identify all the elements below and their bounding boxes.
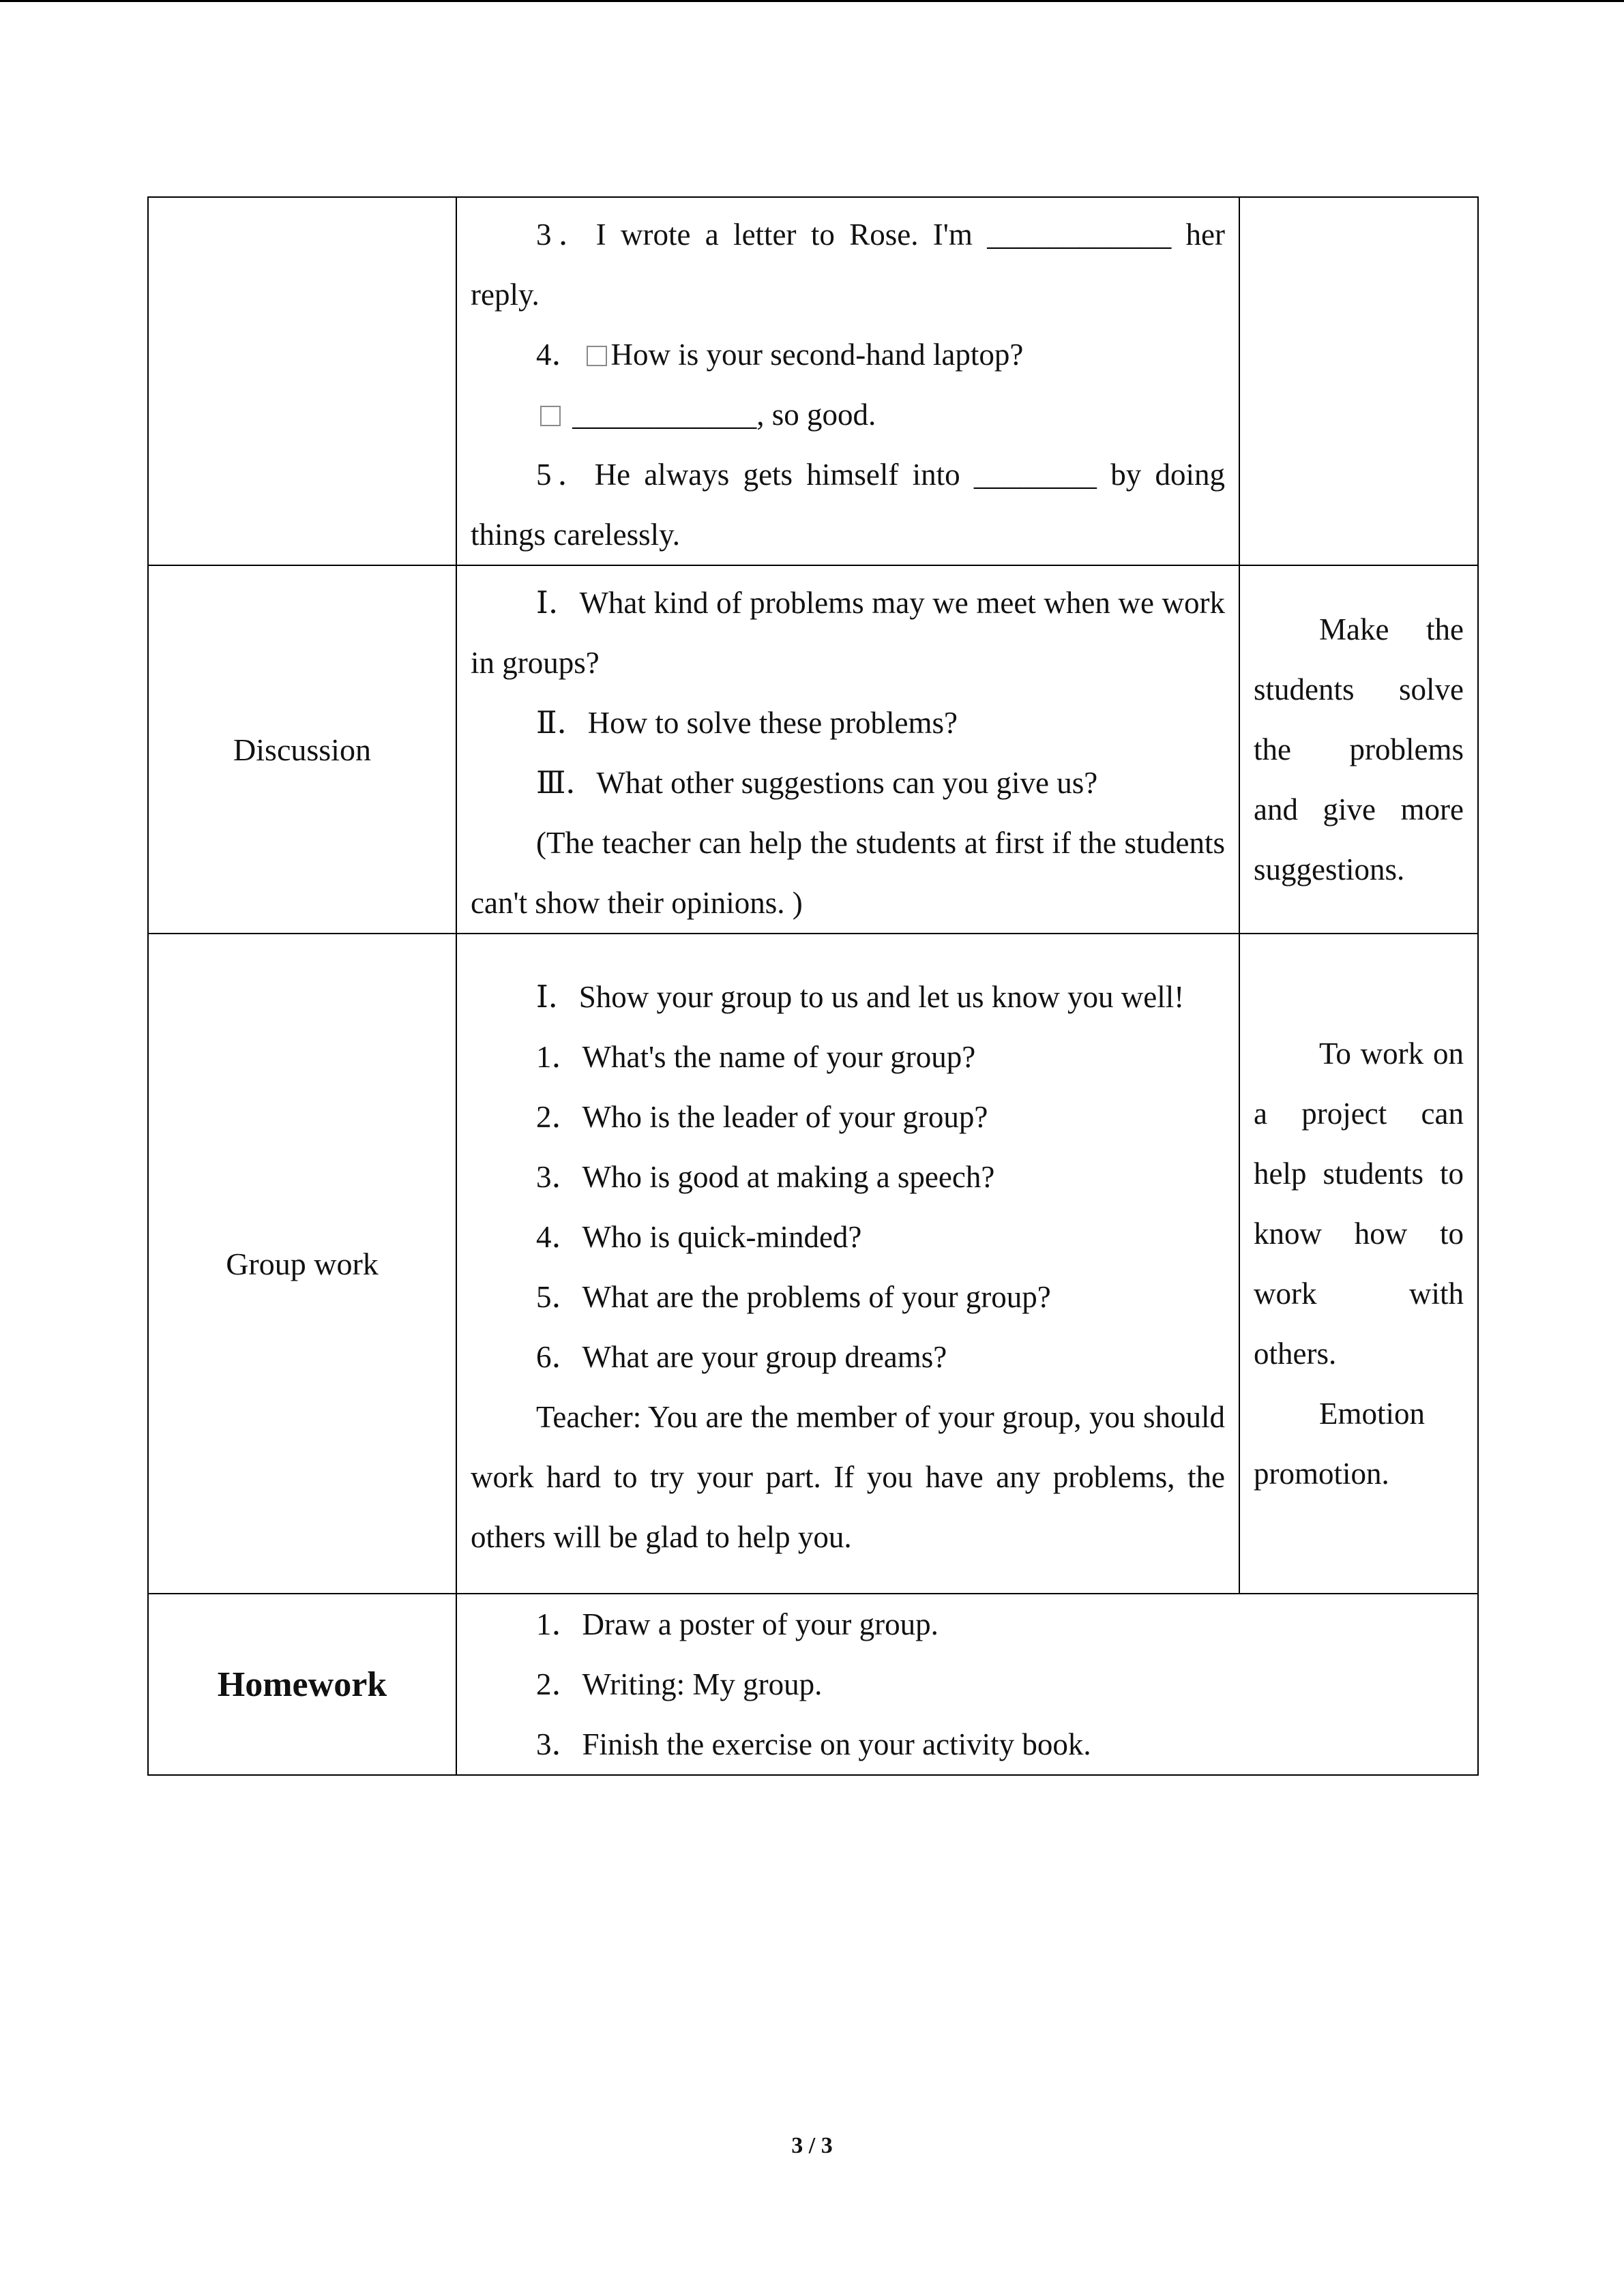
exercise-item-4-question: 4． How is your second-hand laptop? (536, 338, 1024, 372)
group-work-question-5: 5．What are the problems of your group? (536, 1280, 1051, 1314)
group-work-emotion-text: Emotion promotion. (1254, 1397, 1425, 1491)
exercise-item-5: 5．He always gets himself into ________ by doing things carelessly. (471, 458, 1225, 552)
exercise-item-3: 3．I wrote a letter to Rose. I'm ____________ her reply. (471, 218, 1225, 312)
dialogue-speaker-a-box-icon (587, 346, 607, 366)
group-work-question-6: 6．What are your group dreams? (536, 1340, 947, 1374)
homework-item-1: 1．Draw a poster of your group. (536, 1607, 939, 1641)
discussion-purpose-text: Make the students solve the problems and give more suggestions. (1254, 612, 1464, 886)
dialogue-speaker-b-box-icon (540, 406, 561, 426)
homework-label: Homework (148, 1594, 456, 1775)
exercise-row-note-cell (1239, 197, 1478, 565)
discussion-content (456, 565, 1239, 934)
group-work-purpose-text: To work on a project can help students to know how to work with others. (1254, 1037, 1464, 1371)
discussion-question-3: Ⅲ．What other suggestions can you give us? (536, 766, 1098, 800)
exercise-row-content (456, 197, 1239, 565)
discussion-question-2: Ⅱ．How to solve these problems? (536, 706, 958, 740)
group-work-question-1: 1．What's the name of your group? (536, 1040, 976, 1074)
homework-item-3: 3．Finish the exercise on your activity book. (536, 1727, 1091, 1761)
discussion-question-1: Ⅰ．What kind of problems may we meet when we work in groups? (471, 586, 1225, 680)
group-work-purpose-note (1239, 934, 1478, 1594)
page-top-border (0, 0, 1624, 2)
group-work-teacher-note: Teacher: You are the member of your group, you should work hard to try your part. If you have any problems, the others will be glad to help you. (471, 1400, 1225, 1554)
homework-content (456, 1594, 1478, 1775)
group-work-question-3: 3．Who is good at making a speech? (536, 1160, 995, 1194)
discussion-purpose-note (1239, 565, 1478, 934)
exercise-row-label-cell (148, 197, 456, 565)
page-number: 3 / 3 (791, 2133, 833, 2158)
group-work-row (148, 934, 1478, 1594)
homework-item-2: 2．Writing: My group. (536, 1667, 823, 1701)
group-work-intro: Ⅰ．Show your group to us and let us know you well! (536, 980, 1185, 1014)
discussion-teacher-note: (The teacher can help the students at first if the students can't show their opinions. ) (471, 826, 1225, 920)
group-work-question-4: 4．Who is quick-minded? (536, 1220, 862, 1254)
group-work-label: Group work (148, 934, 456, 1594)
lesson-plan-table (147, 196, 1479, 1776)
discussion-label: Discussion (148, 565, 456, 934)
group-work-content (456, 934, 1239, 1594)
discussion-row (148, 565, 1478, 934)
homework-row (148, 1594, 1478, 1775)
group-work-question-2: 2．Who is the leader of your group? (536, 1100, 988, 1134)
exercise-item-4-answer: ____________, so good. (471, 385, 1225, 445)
exercise-row (148, 197, 1478, 565)
